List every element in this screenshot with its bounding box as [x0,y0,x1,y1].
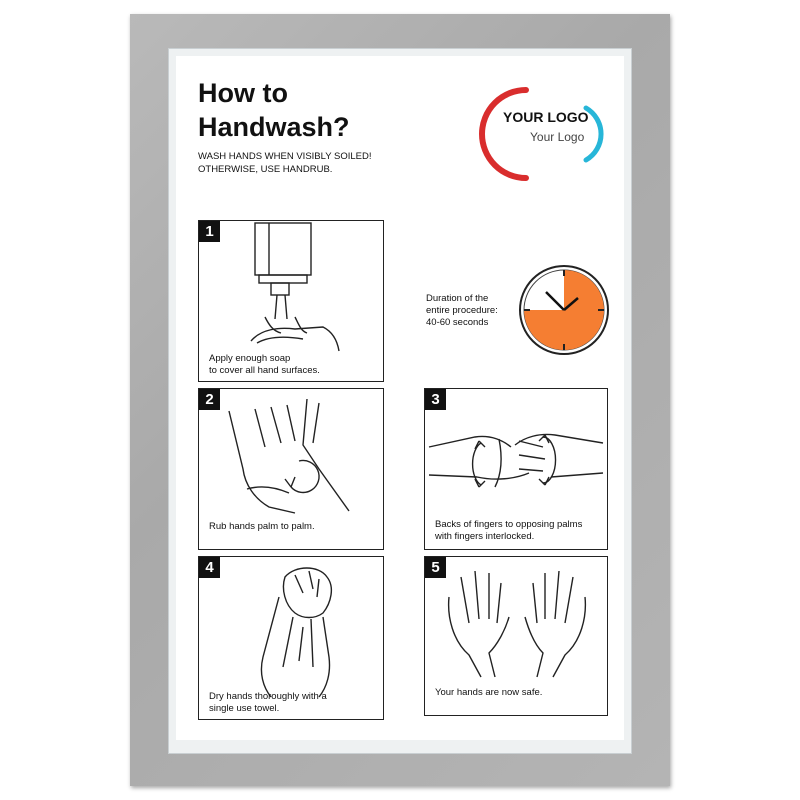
step-4-number: 4 [199,557,220,578]
duration-text [426,293,498,329]
step-5-caption [435,687,542,699]
logo-main-text: YOUR LOGO [503,109,589,125]
step-3-number: 3 [425,389,446,410]
step-1-number: 1 [199,221,220,242]
step-1-caption [209,353,320,377]
step-3-caption-line-2: with fingers interlocked. [435,531,535,542]
step-3-caption-line-1: Backs of fingers to opposing palms [435,519,583,530]
duration-line-1: Duration of the [426,293,489,304]
subtitle-line-1: WASH HANDS WHEN VISIBLY SOILED! [198,151,372,162]
step-2-panel [198,388,384,550]
step-4-panel [198,556,384,720]
step-3-panel [424,388,608,550]
step-5-number: 5 [425,557,446,578]
step-5-caption-line-1: Your hands are now safe. [435,687,543,698]
duration-line-2: entire procedure: [426,305,498,316]
step-5-panel [424,556,608,716]
step-4-caption-line-2: single use towel. [209,703,280,714]
title-line-1: How to [198,78,288,108]
step-2-caption [209,521,315,533]
logo-sub-text: Your Logo [530,130,585,144]
step-4-caption [209,691,327,715]
step-1-caption-line-2: to cover all hand surfaces. [209,365,320,376]
duration-line-3: 40-60 seconds [426,317,489,328]
step-1-caption-line-1: Apply enough soap [209,353,291,364]
step-3-caption [435,519,582,543]
step-4-caption-line-1: Dry hands thoroughly with a [209,691,327,702]
clock-icon [518,264,610,356]
step-2-caption-line-1: Rub hands palm to palm. [209,521,315,532]
title-line-2: Handwash? [198,112,350,142]
poster-title [198,76,350,144]
poster-subtitle [198,150,372,176]
step-2-number: 2 [199,389,220,410]
subtitle-line-2: OTHERWISE, USE HANDRUB. [198,164,333,175]
step-1-panel [198,220,384,382]
